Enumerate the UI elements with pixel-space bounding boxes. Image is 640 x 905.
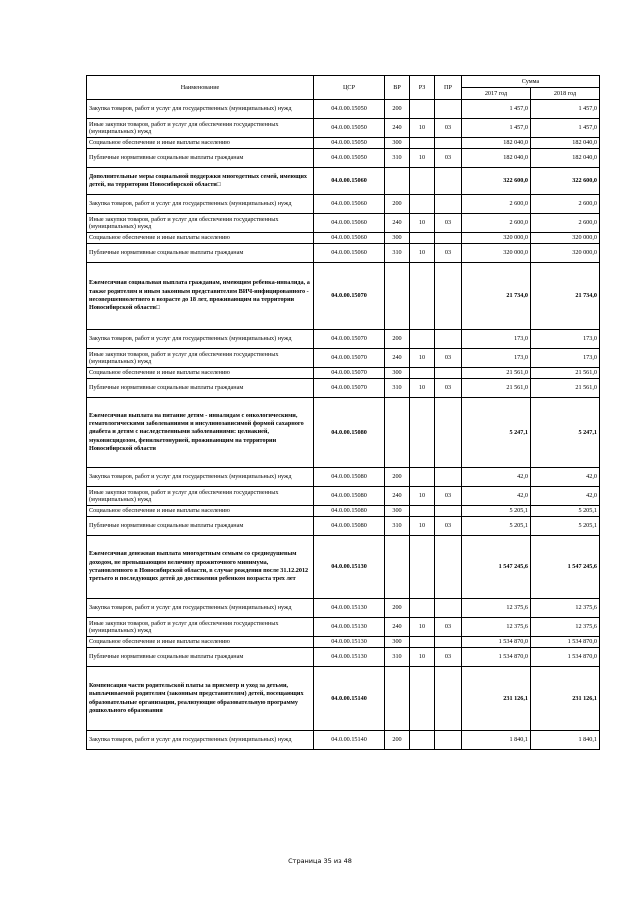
cell-sum-2017: 5 247,1: [462, 398, 531, 468]
cell-pr: [435, 468, 462, 487]
cell-sum-2017: 182 040,0: [462, 138, 531, 149]
cell-name: Ежемесячная денежная выплата многодетным семьям со среднедушевым доходом, не превышающим величину прожиточного минимума, установленного в Новосибирской области, в случае рождения после 31.12.2012 третьего и последующих детей до достижения ребенком возраста трех лет: [87, 536, 314, 599]
table-row: [87, 731, 600, 750]
cell-vr: 240: [385, 487, 410, 506]
cell-rz: 10: [410, 517, 435, 536]
table-row: [87, 599, 600, 618]
cell-pr: 03: [435, 487, 462, 506]
cell-sum-2017: 2 600,0: [462, 214, 531, 233]
cell-name: Публичные нормативные социальные выплаты гражданам: [87, 244, 314, 263]
cell-csr: 04.0.00.15130: [314, 648, 385, 667]
cell-vr: 310: [385, 379, 410, 398]
cell-pr: 03: [435, 119, 462, 138]
cell-sum-2018: 1 457,0: [531, 119, 600, 138]
cell-sum-2017: 1 840,1: [462, 731, 531, 750]
cell-name: Иные закупки товаров, работ и услуг для обеспечения государственных (муниципальных) нужд: [87, 349, 314, 368]
cell-sum-2018: 2 600,0: [531, 195, 600, 214]
cell-rz: 10: [410, 149, 435, 168]
cell-csr: 04.0.00.15070: [314, 330, 385, 349]
cell-pr: [435, 100, 462, 119]
cell-rz: [410, 263, 435, 330]
cell-sum-2017: 12 375,6: [462, 599, 531, 618]
table-row: [87, 648, 600, 667]
cell-pr: 03: [435, 349, 462, 368]
cell-sum-2018: 21 734,0: [531, 263, 600, 330]
cell-name: Закупка товаров, работ и услуг для государственных (муниципальных) нужд: [87, 468, 314, 487]
cell-pr: [435, 637, 462, 648]
cell-vr: [385, 263, 410, 330]
cell-sum-2017: 42,0: [462, 487, 531, 506]
cell-sum-2017: 21 561,0: [462, 379, 531, 398]
cell-vr: 200: [385, 330, 410, 349]
cell-vr: 240: [385, 618, 410, 637]
table-row: [87, 517, 600, 536]
table-row: [87, 149, 600, 168]
cell-name: Закупка товаров, работ и услуг для государственных (муниципальных) нужд: [87, 731, 314, 750]
cell-pr: [435, 536, 462, 599]
cell-pr: [435, 398, 462, 468]
cell-sum-2017: 1 534 870,0: [462, 648, 531, 667]
cell-csr: 04.0.00.15060: [314, 244, 385, 263]
cell-name: Публичные нормативные социальные выплаты гражданам: [87, 149, 314, 168]
cell-vr: 240: [385, 349, 410, 368]
cell-sum-2017: 2 600,0: [462, 195, 531, 214]
cell-sum-2017: 1 534 870,0: [462, 637, 531, 648]
cell-pr: 03: [435, 379, 462, 398]
cell-sum-2017: 21 734,0: [462, 263, 531, 330]
table-row: [87, 100, 600, 119]
cell-sum-2018: 21 561,0: [531, 379, 600, 398]
cell-csr: 04.0.00.15140: [314, 667, 385, 731]
cell-pr: 03: [435, 149, 462, 168]
cell-csr: 04.0.00.15080: [314, 487, 385, 506]
cell-pr: 03: [435, 244, 462, 263]
cell-rz: [410, 468, 435, 487]
cell-csr: 04.0.00.15060: [314, 168, 385, 195]
cell-vr: 310: [385, 244, 410, 263]
cell-sum-2017: 21 561,0: [462, 368, 531, 379]
cell-csr: 04.0.00.15050: [314, 149, 385, 168]
table-row: [87, 618, 600, 637]
cell-sum-2017: 1 547 245,6: [462, 536, 531, 599]
cell-sum-2018: 1 534 870,0: [531, 637, 600, 648]
cell-sum-2018: 182 040,0: [531, 138, 600, 149]
table-row: [87, 368, 600, 379]
cell-vr: 300: [385, 637, 410, 648]
cell-vr: [385, 667, 410, 731]
table-row: [87, 468, 600, 487]
cell-rz: 10: [410, 244, 435, 263]
cell-name: Закупка товаров, работ и услуг для государственных (муниципальных) нужд: [87, 330, 314, 349]
header-sum: Сумма: [462, 76, 600, 88]
cell-vr: 310: [385, 149, 410, 168]
cell-sum-2017: 5 205,1: [462, 517, 531, 536]
cell-csr: 04.0.00.15080: [314, 468, 385, 487]
table-row: [87, 119, 600, 138]
cell-pr: [435, 195, 462, 214]
cell-csr: 04.0.00.15060: [314, 214, 385, 233]
cell-sum-2018: 231 126,1: [531, 667, 600, 731]
cell-vr: 300: [385, 368, 410, 379]
cell-name: Иные закупки товаров, работ и услуг для обеспечения государственных (муниципальных) нужд: [87, 214, 314, 233]
cell-sum-2017: 1 457,0: [462, 119, 531, 138]
cell-csr: 04.0.00.15130: [314, 599, 385, 618]
cell-rz: [410, 731, 435, 750]
cell-pr: [435, 506, 462, 517]
cell-name: Иные закупки товаров, работ и услуг для обеспечения государственных (муниципальных) нужд: [87, 487, 314, 506]
cell-pr: [435, 138, 462, 149]
table-row: [87, 214, 600, 233]
cell-pr: 03: [435, 618, 462, 637]
table-row: [87, 349, 600, 368]
cell-vr: 300: [385, 138, 410, 149]
cell-pr: [435, 168, 462, 195]
cell-sum-2017: 5 205,1: [462, 506, 531, 517]
cell-name: Публичные нормативные социальные выплаты гражданам: [87, 379, 314, 398]
header-rz: РЗ: [410, 76, 435, 100]
cell-name: Иные закупки товаров, работ и услуг для обеспечения государственных (муниципальных) нужд: [87, 618, 314, 637]
cell-sum-2017: 182 040,0: [462, 149, 531, 168]
cell-name: Публичные нормативные социальные выплаты гражданам: [87, 648, 314, 667]
cell-name: Социальное обеспечение и иные выплаты населению: [87, 233, 314, 244]
cell-rz: [410, 368, 435, 379]
cell-csr: 04.0.00.15070: [314, 263, 385, 330]
cell-pr: 03: [435, 517, 462, 536]
header-csr: ЦСР: [314, 76, 385, 100]
cell-pr: [435, 667, 462, 731]
table-row: [87, 138, 600, 149]
cell-sum-2018: 5 247,1: [531, 398, 600, 468]
cell-sum-2017: 42,0: [462, 468, 531, 487]
cell-vr: [385, 168, 410, 195]
cell-sum-2017: 322 600,0: [462, 168, 531, 195]
cell-csr: 04.0.00.15140: [314, 731, 385, 750]
cell-sum-2017: 173,0: [462, 330, 531, 349]
cell-pr: [435, 599, 462, 618]
cell-vr: 200: [385, 100, 410, 119]
cell-pr: 03: [435, 648, 462, 667]
cell-sum-2018: 5 205,1: [531, 517, 600, 536]
cell-rz: [410, 195, 435, 214]
cell-vr: 200: [385, 468, 410, 487]
cell-pr: [435, 233, 462, 244]
cell-name: Закупка товаров, работ и услуг для государственных (муниципальных) нужд: [87, 195, 314, 214]
cell-name: Закупка товаров, работ и услуг для государственных (муниципальных) нужд: [87, 599, 314, 618]
cell-vr: [385, 536, 410, 599]
cell-rz: [410, 233, 435, 244]
cell-csr: 04.0.00.15050: [314, 100, 385, 119]
cell-rz: [410, 398, 435, 468]
cell-vr: 310: [385, 517, 410, 536]
cell-vr: 200: [385, 599, 410, 618]
cell-sum-2018: 1 840,1: [531, 731, 600, 750]
cell-name: Публичные нормативные социальные выплаты гражданам: [87, 517, 314, 536]
table-row-program: [87, 536, 600, 599]
cell-csr: 04.0.00.15130: [314, 536, 385, 599]
cell-name: Социальное обеспечение и иные выплаты населению: [87, 138, 314, 149]
header-pr: ПР: [435, 76, 462, 100]
cell-pr: [435, 731, 462, 750]
cell-rz: [410, 138, 435, 149]
cell-vr: 240: [385, 214, 410, 233]
cell-sum-2017: 1 457,0: [462, 100, 531, 119]
cell-csr: 04.0.00.15050: [314, 138, 385, 149]
cell-name: Дополнительные меры социальной поддержки многодетных семей, имеющих детей, на территории Новосибирской области□: [87, 168, 314, 195]
cell-sum-2017: 320 000,0: [462, 233, 531, 244]
cell-sum-2018: 5 205,1: [531, 506, 600, 517]
cell-sum-2018: 173,0: [531, 349, 600, 368]
table-row: [87, 379, 600, 398]
cell-vr: 200: [385, 731, 410, 750]
table-row: [87, 487, 600, 506]
cell-pr: [435, 330, 462, 349]
cell-sum-2018: 322 600,0: [531, 168, 600, 195]
table-row: [87, 637, 600, 648]
cell-name: Ежемесячная социальная выплата гражданам, имеющим ребенка-инвалида, а также родителям и иным законным представителям ВИЧ-инфицированного - несовершеннолетнего в возрасте до 18 лет, проживающим на территории Новосибирской области□: [87, 263, 314, 330]
cell-vr: 310: [385, 648, 410, 667]
cell-rz: 10: [410, 214, 435, 233]
cell-csr: 04.0.00.15070: [314, 349, 385, 368]
budget-table-sheet: [86, 75, 600, 750]
cell-name: Закупка товаров, работ и услуг для государственных (муниципальных) нужд: [87, 100, 314, 119]
cell-name: Социальное обеспечение и иные выплаты населению: [87, 368, 314, 379]
cell-rz: 10: [410, 618, 435, 637]
cell-vr: 200: [385, 195, 410, 214]
cell-rz: 10: [410, 648, 435, 667]
cell-csr: 04.0.00.15070: [314, 379, 385, 398]
cell-csr: 04.0.00.15080: [314, 517, 385, 536]
table-row: [87, 506, 600, 517]
header-vr: ВР: [385, 76, 410, 100]
table-row: [87, 233, 600, 244]
cell-rz: 10: [410, 379, 435, 398]
cell-csr: 04.0.00.15070: [314, 368, 385, 379]
cell-sum-2018: 182 040,0: [531, 149, 600, 168]
table-body: [87, 100, 600, 750]
cell-sum-2018: 1 534 870,0: [531, 648, 600, 667]
cell-rz: [410, 637, 435, 648]
cell-rz: [410, 506, 435, 517]
table-row-program: [87, 667, 600, 731]
cell-rz: 10: [410, 349, 435, 368]
cell-name: Ежемесячная выплата на питание детям - инвалидам с онкологическими, гематологическими заболеваниями и инсулинозависимой формой сахарного диабета и детям с наследственными заболеваниями: целиакией, муковисцидозом, фенилкетонурией, проживающим на территории Новосибирской области: [87, 398, 314, 468]
cell-csr: 04.0.00.15130: [314, 618, 385, 637]
cell-pr: [435, 368, 462, 379]
cell-csr: 04.0.00.15080: [314, 398, 385, 468]
cell-sum-2017: 320 000,0: [462, 244, 531, 263]
cell-sum-2018: 2 600,0: [531, 214, 600, 233]
cell-name: Социальное обеспечение и иные выплаты населению: [87, 506, 314, 517]
cell-vr: [385, 398, 410, 468]
table-row-program: [87, 263, 600, 330]
budget-table: [86, 75, 600, 750]
cell-sum-2018: 320 000,0: [531, 244, 600, 263]
cell-pr: [435, 263, 462, 330]
cell-name: Иные закупки товаров, работ и услуг для обеспечения государственных (муниципальных) нужд: [87, 119, 314, 138]
cell-rz: [410, 330, 435, 349]
header-year-2018: 2018 год: [531, 88, 600, 100]
cell-sum-2018: 12 375,6: [531, 618, 600, 637]
cell-sum-2018: 12 375,6: [531, 599, 600, 618]
table-row: [87, 195, 600, 214]
cell-sum-2017: 173,0: [462, 349, 531, 368]
cell-rz: [410, 667, 435, 731]
cell-csr: 04.0.00.15050: [314, 119, 385, 138]
header-year-2017: 2017 год: [462, 88, 531, 100]
cell-sum-2018: 1 457,0: [531, 100, 600, 119]
cell-sum-2017: 231 126,1: [462, 667, 531, 731]
cell-rz: [410, 536, 435, 599]
cell-rz: 10: [410, 119, 435, 138]
table-row: [87, 244, 600, 263]
cell-sum-2018: 21 561,0: [531, 368, 600, 379]
cell-csr: 04.0.00.15130: [314, 637, 385, 648]
cell-vr: 300: [385, 506, 410, 517]
cell-csr: 04.0.00.15060: [314, 233, 385, 244]
cell-sum-2018: 320 000,0: [531, 233, 600, 244]
cell-csr: 04.0.00.15080: [314, 506, 385, 517]
page-footer: Страница 35 из 48: [288, 857, 352, 865]
cell-sum-2018: 173,0: [531, 330, 600, 349]
cell-rz: [410, 599, 435, 618]
cell-rz: [410, 100, 435, 119]
table-row-program: [87, 398, 600, 468]
cell-sum-2017: 12 375,6: [462, 618, 531, 637]
header-name: Наименование: [87, 76, 314, 100]
cell-sum-2018: 42,0: [531, 468, 600, 487]
cell-name: Компенсация части родительской платы за присмотр и уход за детьми, выплачиваемой родителям (законным представителям) детей, посещающих образовательные организации, реализующие образовательную программу дошкольного образования: [87, 667, 314, 731]
cell-pr: 03: [435, 214, 462, 233]
cell-sum-2018: 42,0: [531, 487, 600, 506]
cell-name: Социальное обеспечение и иные выплаты населению: [87, 637, 314, 648]
cell-sum-2018: 1 547 245,6: [531, 536, 600, 599]
cell-vr: 240: [385, 119, 410, 138]
cell-csr: 04.0.00.15060: [314, 195, 385, 214]
cell-vr: 300: [385, 233, 410, 244]
table-row: [87, 330, 600, 349]
table-row-program: [87, 168, 600, 195]
cell-rz: 10: [410, 487, 435, 506]
cell-rz: [410, 168, 435, 195]
